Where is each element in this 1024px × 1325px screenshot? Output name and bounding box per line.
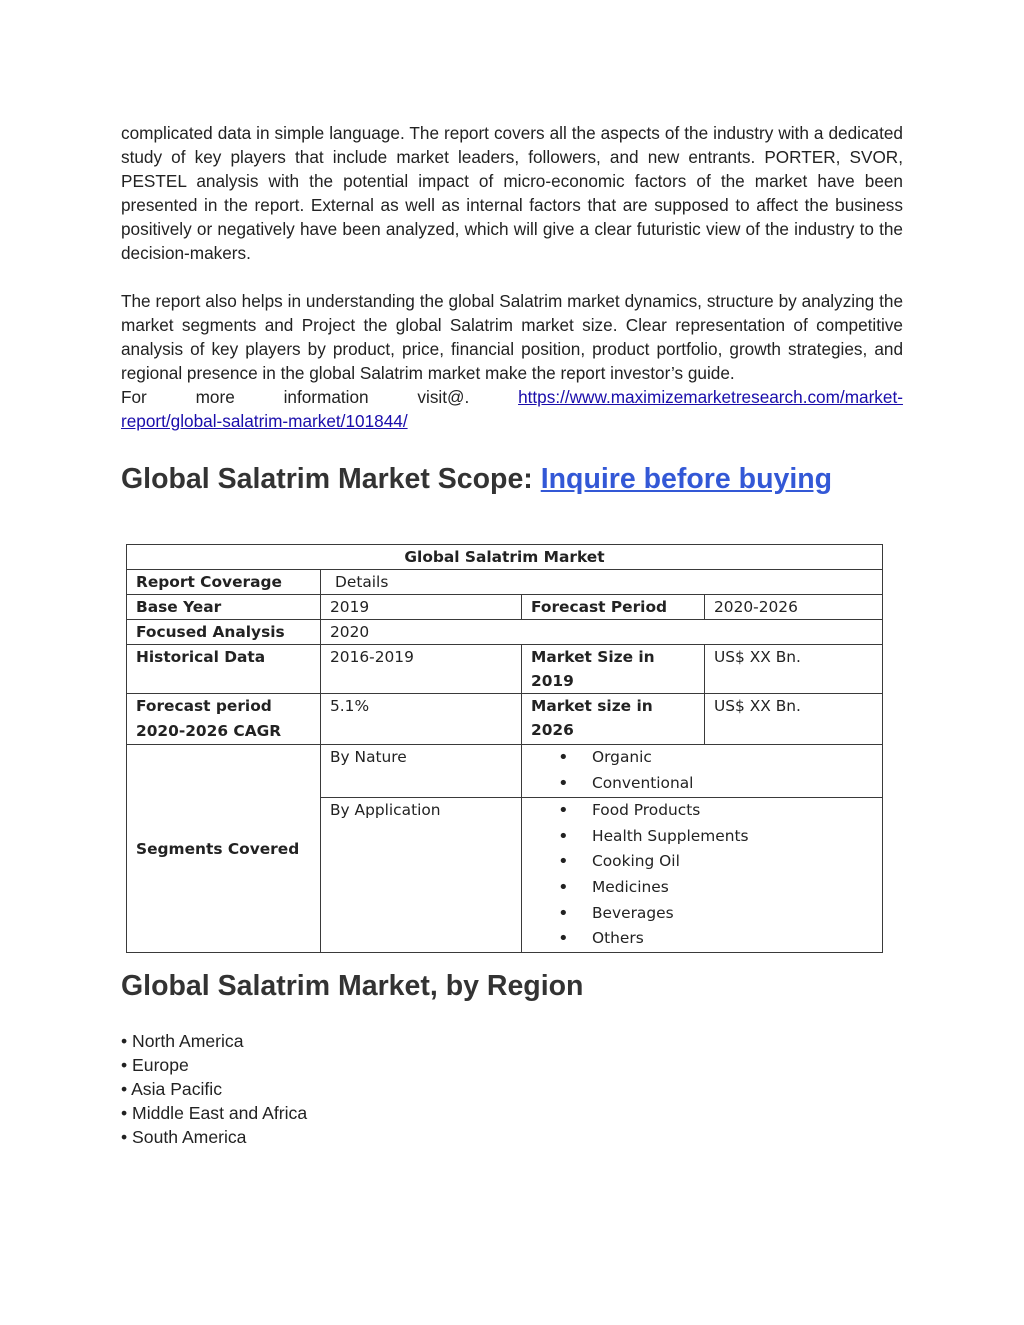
intro-paragraph-1: complicated data in simple language. The report covers all the aspects of the industry with a dedicated study of key players that include market leaders, followers, and new entrants. PORTER, SVOR, PESTEL analysis with the potential impact of micro-economic factors of the market have been presented in the report. External as well as internal factors that are supposed to affect the business positively or negatively have been analyzed, which will give a clear futuristic view of the industry to the decision-makers. — [121, 123, 903, 263]
base-year-value: 2019 — [321, 595, 522, 620]
list-item: • Medicines — [522, 875, 882, 901]
list-item: • Food Products — [522, 798, 882, 824]
historical-data-value: 2016-2019 — [321, 645, 522, 694]
visit-line — [121, 385, 903, 409]
visit-word: more — [195, 387, 235, 407]
base-year-label: Base Year — [127, 595, 321, 620]
list-item: • Conventional — [522, 771, 882, 797]
focused-analysis-value: 2020 — [321, 620, 883, 645]
segments-covered-label: Segments Covered — [127, 745, 321, 953]
list-item: • Asia Pacific — [121, 1079, 223, 1099]
list-item: • Others — [522, 926, 882, 952]
table-title: Global Salatrim Market — [127, 545, 883, 570]
cagr-label — [127, 694, 321, 745]
list-item: • Organic — [522, 745, 882, 771]
by-application-label: By Application — [321, 798, 522, 953]
market-size-2019-label: Market Size in 2019 — [522, 645, 705, 694]
list-item: • Cooking Oil — [522, 849, 882, 875]
nature-list — [522, 745, 882, 796]
cagr-value: 5.1% — [321, 694, 522, 745]
market-table — [126, 544, 883, 953]
application-items-cell — [522, 798, 883, 953]
visit-word: visit@. — [417, 387, 470, 407]
historical-data-label: Historical Data — [127, 645, 321, 694]
market-size-2026-label: Market size in 2026 — [522, 694, 705, 745]
report-link-continued[interactable]: report/global-salatrim-market/101844/ — [121, 411, 408, 431]
by-nature-label: By Nature — [321, 745, 522, 798]
visit-word: For — [121, 387, 147, 407]
scope-heading-text: Global Salatrim Market Scope: — [121, 463, 533, 495]
inquire-link[interactable]: Inquire before buying — [540, 463, 833, 495]
nature-items-cell — [522, 745, 883, 798]
visit-word: information — [283, 387, 369, 407]
focused-analysis-label: Focused Analysis — [127, 620, 321, 645]
list-item: • Beverages — [522, 901, 882, 927]
details-label: Details — [321, 570, 883, 595]
region-list — [121, 1029, 307, 1149]
intro-paragraph-2: The report also helps in understanding the global Salatrim market dynamics, structure by analyzing the market segments and Project the global Salatrim market size. Clear representation of competitive analysis of key players by product, price, financial position, product portfolio, growth strategies, and regional presence in the global Salatrim market make the report investor’s guide. — [121, 291, 903, 383]
report-coverage-label: Report Coverage — [127, 570, 321, 595]
forecast-period-label: Forecast Period — [522, 595, 705, 620]
forecast-period-value: 2020-2026 — [705, 595, 883, 620]
market-size-2019-value: US$ XX Bn. — [705, 645, 883, 694]
report-link[interactable]: https://www.maximizemarketresearch.com/market- — [518, 387, 903, 407]
list-item: • South America — [121, 1127, 247, 1147]
list-item: • Middle East and Africa — [121, 1103, 308, 1123]
list-item: • Europe — [121, 1055, 189, 1075]
region-heading: Global Salatrim Market, by Region — [121, 970, 584, 1002]
cagr-label-line-2: 2020-2026 CAGR — [136, 722, 282, 740]
document-body — [121, 121, 903, 499]
application-list — [522, 798, 882, 952]
scope-heading — [121, 459, 903, 499]
list-item: • Health Supplements — [522, 824, 882, 850]
cagr-label-line-1: Forecast period — [136, 697, 272, 715]
list-item: • North America — [121, 1031, 244, 1051]
market-size-2026-value: US$ XX Bn. — [705, 694, 883, 745]
